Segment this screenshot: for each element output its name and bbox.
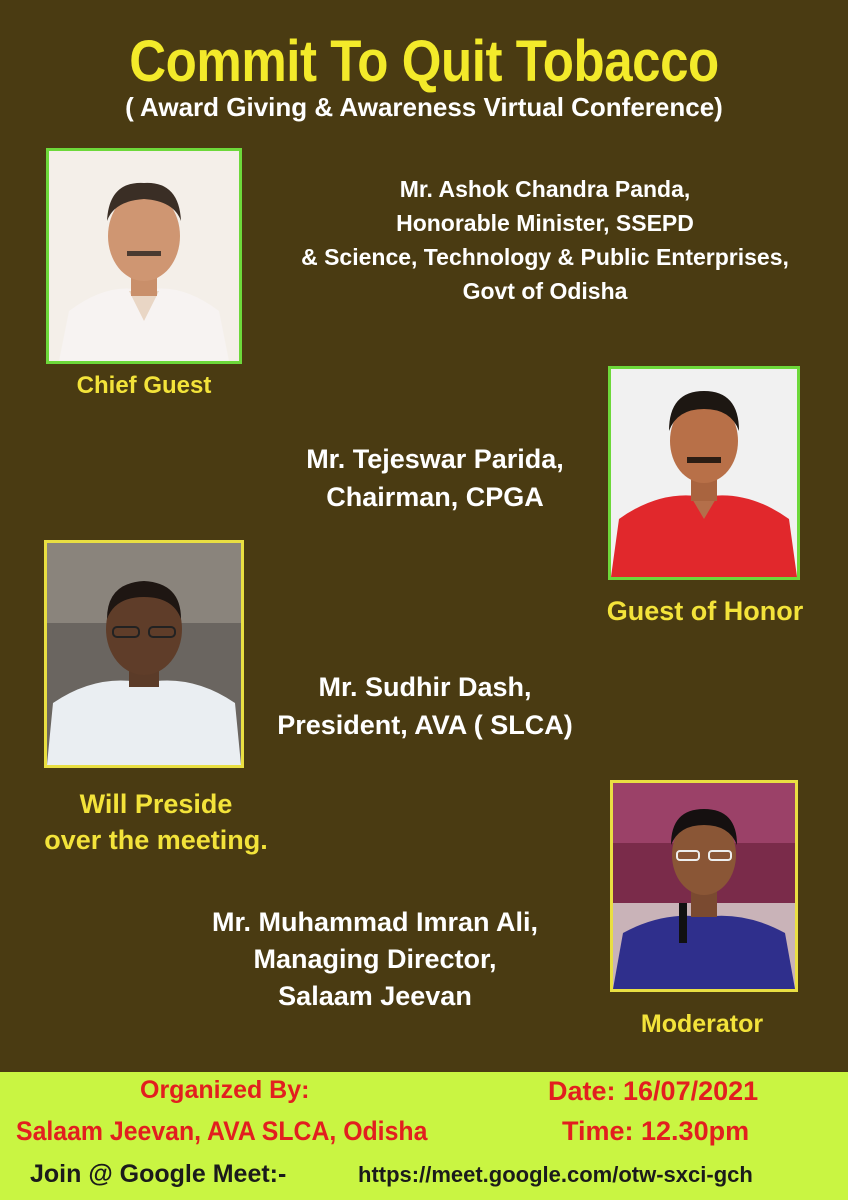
president-info: [240, 668, 610, 744]
event-date: Date: 16/07/2021: [548, 1076, 759, 1106]
footer-banner: [0, 1072, 848, 1200]
chief-guest-govt: Govt of Odisha: [462, 278, 628, 304]
chief-guest-portfolio: & Science, Technology & Public Enterprises,: [301, 244, 789, 270]
organizer-names: Salaam Jeevan, AVA SLCA, Odisha: [16, 1116, 428, 1146]
chief-guest-info: [250, 172, 840, 308]
google-meet-link[interactable]: https://meet.google.com/otw-sxci-gch: [358, 1162, 753, 1187]
event-time: Time: 12.30pm: [562, 1116, 750, 1146]
president-role-line-2: over the meeting.: [44, 825, 268, 855]
guest-of-honor-name: Mr. Tejeswar Parida,: [306, 444, 564, 474]
president-title: President, AVA ( SLCA): [277, 710, 573, 740]
join-label: Join @ Google Meet:-: [30, 1160, 287, 1188]
guest-of-honor-role: Guest of Honor: [606, 596, 804, 626]
president-name: Mr. Sudhir Dash,: [318, 672, 532, 702]
chief-guest-name: Mr. Ashok Chandra Panda,: [399, 176, 691, 202]
moderator-title: Managing Director,: [253, 944, 497, 974]
moderator-info: [170, 904, 580, 1015]
chief-guest-role: Chief Guest: [76, 372, 212, 399]
guest-of-honor-info: [280, 440, 590, 516]
president-role-line-1: Will Preside: [79, 789, 233, 819]
president-photo: [44, 540, 244, 768]
moderator-photo: [610, 780, 798, 992]
guest-of-honor-title: Chairman, CPGA: [326, 482, 544, 512]
moderator-name: Mr. Muhammad Imran Ali,: [211, 907, 539, 937]
poster-title: Commit To Quit Tobacco: [129, 29, 719, 94]
organized-by-label: Organized By:: [140, 1076, 310, 1104]
poster-subtitle: ( Award Giving & Awareness Virtual Conference): [125, 92, 723, 122]
guest-of-honor-photo: [608, 366, 800, 580]
moderator-role: Moderator: [640, 1010, 764, 1038]
president-role: [16, 786, 296, 858]
chief-guest-photo: [46, 148, 242, 364]
moderator-organization: Salaam Jeevan: [278, 981, 472, 1011]
chief-guest-title: Honorable Minister, SSEPD: [396, 210, 694, 236]
